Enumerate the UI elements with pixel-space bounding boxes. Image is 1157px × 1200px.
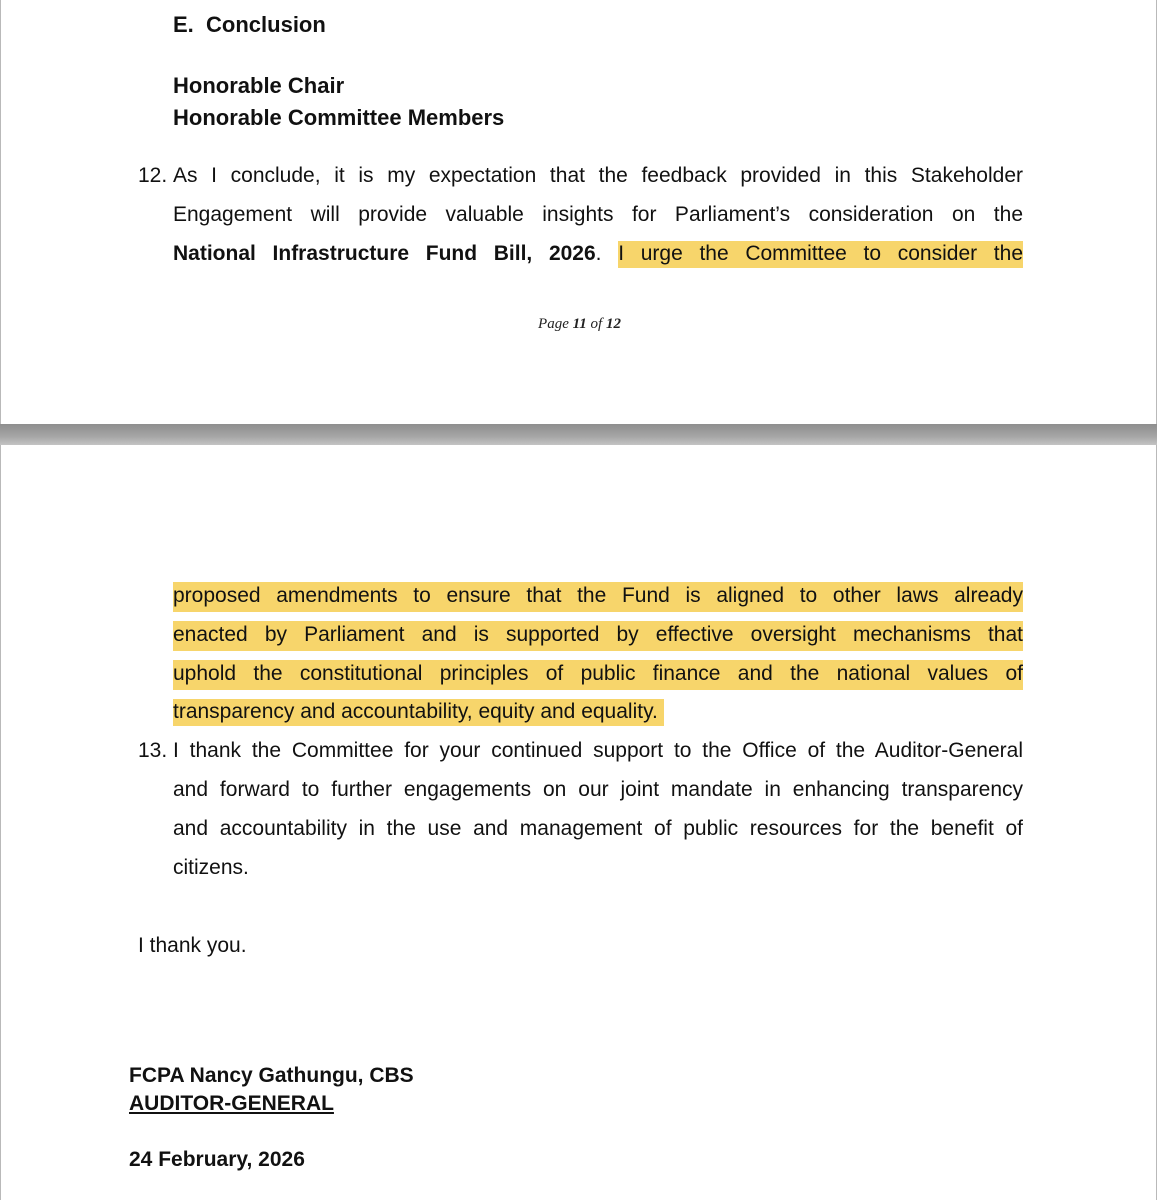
salutation-chair: Honorable Chair	[173, 73, 345, 98]
bill-period: .	[595, 242, 602, 265]
section-heading	[173, 12, 326, 38]
paragraph-12-cont-line-2	[173, 621, 1023, 647]
paragraph-12-line-3	[173, 241, 1023, 267]
page-number	[1, 316, 1157, 333]
page-of: of	[590, 316, 603, 332]
highlight-cont-1: proposed amendments to ensure that the Fund is aligned to other laws already	[173, 582, 1023, 612]
page-total: 12	[605, 316, 621, 332]
paragraph-12-cont-line-1	[173, 582, 1023, 608]
highlighted-text: I urge the Committee to consider the	[618, 241, 1023, 268]
paragraph-12-cont-line-4	[173, 699, 664, 725]
paragraph-13-number: 13.	[138, 739, 168, 762]
paragraph-13-line-2: and forward to further engagements on our joint mandate in enhancing transparency	[173, 778, 1023, 801]
closing-remark: I thank you.	[138, 934, 247, 957]
signatory-name: FCPA Nancy Gathungu, CBS	[129, 1064, 414, 1087]
highlight-cont-2: enacted by Parliament and is supported by effective oversight mechanisms that	[173, 621, 1023, 651]
section-title: Conclusion	[206, 12, 326, 37]
page-label: Page	[538, 316, 569, 332]
paragraph-13-line-3: and accountability in the use and management of public resources for the benefit of	[173, 817, 1023, 840]
paragraph-12-line-1: As I conclude, it is my expectation that the feedback provided in this Stakeholder	[173, 164, 1023, 187]
salutation-members: Honorable Committee Members	[173, 105, 505, 130]
paragraph-12-number: 12.	[138, 164, 168, 187]
paragraph-13-line-1: I thank the Committee for your continued support to the Office of the Auditor-General	[173, 739, 1023, 762]
document-page-12	[0, 445, 1157, 1200]
highlight-cont-4: transparency and accountability, equity and equality.	[173, 699, 664, 726]
highlight-cont-3: uphold the constitutional principles of public finance and the national values of	[173, 660, 1023, 690]
paragraph-12-cont-line-3	[173, 660, 1023, 686]
page-separator	[0, 424, 1157, 445]
section-letter: E.	[173, 12, 194, 37]
paragraph-12-line-2: Engagement will provide valuable insights for Parliament’s consideration on the	[173, 203, 1023, 226]
paragraph-13-line-4: citizens.	[173, 856, 249, 879]
page-current: 11	[572, 316, 587, 332]
signatory-title: AUDITOR-GENERAL	[129, 1092, 334, 1115]
bill-name: National Infrastructure Fund Bill, 2026	[173, 242, 596, 265]
document-date: 24 February, 2026	[129, 1148, 305, 1171]
document-page-11	[0, 0, 1157, 424]
